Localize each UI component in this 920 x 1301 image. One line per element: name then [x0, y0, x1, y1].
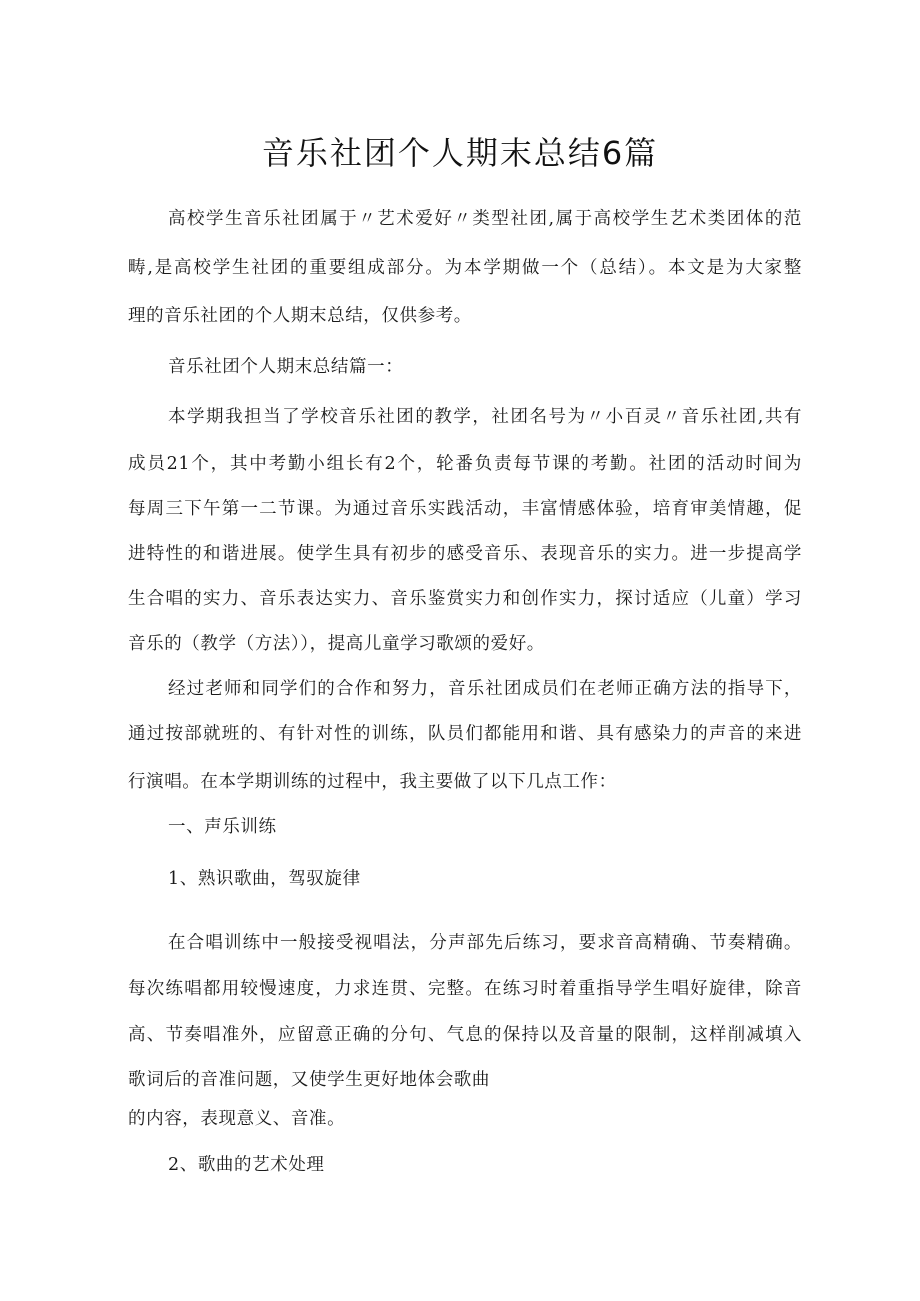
paragraph-line: 理的音乐社团的个人期末总结，仅供参考。	[128, 306, 472, 326]
subsection-heading: 2、歌曲的艺术处理	[168, 1155, 325, 1175]
paragraph-line: 经过老师和同学们的合作和努力，音乐社团成员们在老师正确方法的指导下，	[168, 679, 802, 699]
paragraph-line: 通过按部就班的、有针对性的训练，队员们都能用和谐、具有感染力的声音的来进	[128, 724, 802, 744]
paragraph-line: 音乐的（教学（方法）），提高儿童学习歌颂的爱好。	[128, 634, 545, 654]
paragraph-line: 的内容，表现意义、音准。	[128, 1109, 346, 1129]
document-title: 音乐社团个人期末总结6篇	[261, 134, 659, 172]
section-heading: 一、声乐训练	[168, 817, 277, 837]
paragraph-line: 每周三下午第一二节课。为通过音乐实践活动，丰富情感体验，培育审美情趣，促	[128, 499, 802, 519]
paragraph-line: 本学期我担当了学校音乐社团的教学，社团名号为〃小百灵〃音乐社团,共有	[168, 407, 802, 427]
section-heading: 音乐社团个人期末总结篇一：	[168, 357, 404, 377]
paragraph-line: 行演唱。在本学期训练的过程中，我主要做了以下几点工作：	[128, 772, 617, 792]
paragraph-line: 进特性的和谐进展。使学生具有初步的感受音乐、表现音乐的实力。进一步提高学	[128, 544, 802, 564]
paragraph-line: 高校学生音乐社团属于〃艺术爱好〃类型社团,属于高校学生艺术类团体的范	[168, 209, 802, 229]
paragraph-line: 在合唱训练中一般接受视唱法，分声部先后练习，要求音高精确、节奏精确。	[168, 933, 802, 953]
paragraph-line: 畴,是高校学生社团的重要组成部分。为本学期做一个（总结）。本文是为大家整	[128, 258, 802, 278]
subsection-heading: 1、熟识歌曲，驾驭旋律	[168, 869, 361, 889]
paragraph-line: 高、节奏唱准外，应留意正确的分句、气息的保持以及音量的限制，这样削减填入	[128, 1025, 802, 1045]
paragraph-line: 歌词后的音准问题，又使学生更好地体会歌曲	[128, 1070, 490, 1090]
paragraph-line: 每次练唱都用较慢速度，力求连贯、完整。在练习时着重指导学生唱好旋律，除音	[128, 979, 802, 999]
paragraph-line: 成员21个，其中考勤小组长有2个，轮番负责每节课的考勤。社团的活动时间为	[128, 454, 802, 474]
paragraph-line: 生合唱的实力、音乐表达实力、音乐鉴赏实力和创作实力，探讨适应（儿童）学习	[128, 589, 802, 609]
